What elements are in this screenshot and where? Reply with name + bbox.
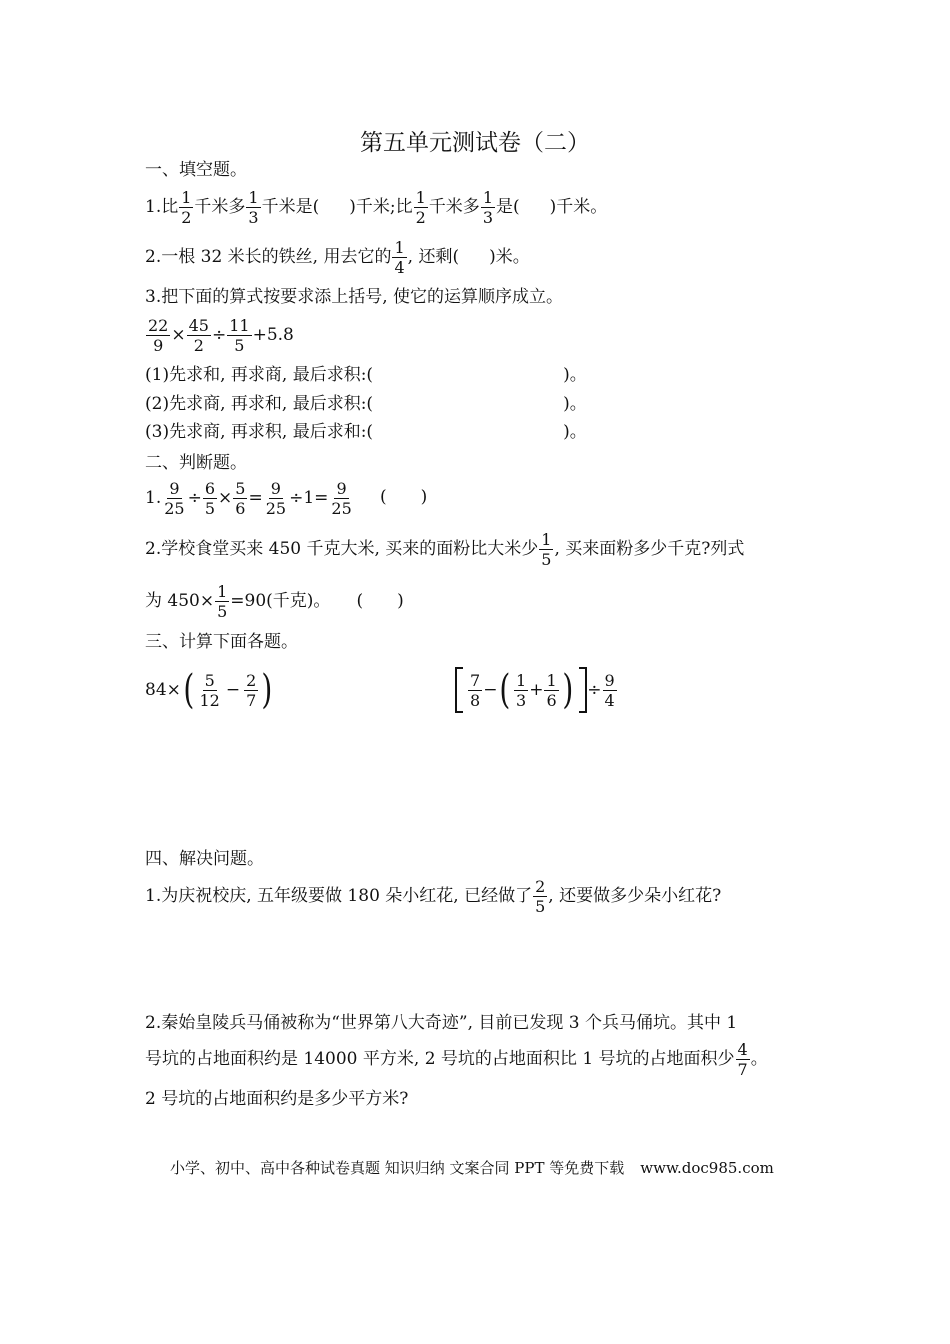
fraction: [146, 316, 170, 355]
fraction: [514, 671, 528, 710]
expression-tail: +5.8: [252, 325, 294, 345]
section1-q3-text: 3.把下面的算式按要求添上括号, 使它的运算顺序成立。: [145, 287, 564, 307]
section2-heading: 二、判断题。: [145, 453, 247, 473]
q3-sub-item: [145, 422, 587, 442]
fraction: [329, 479, 353, 518]
fraction-denominator: 6: [235, 498, 246, 518]
q1-prefix: 1.: [145, 488, 162, 508]
fraction-numerator: 2: [246, 670, 257, 690]
operator: ÷1=: [289, 488, 329, 508]
fraction: [162, 479, 186, 518]
calc-expression-2: [455, 666, 618, 714]
calc-expression-1: [145, 666, 275, 714]
fraction-numerator: 1: [248, 187, 259, 207]
fraction-denominator: 6: [546, 690, 557, 710]
q1-prefix: 1.比: [145, 197, 179, 217]
fraction-denominator: 5: [535, 896, 546, 916]
sub-item-end: )。: [563, 365, 587, 385]
fraction-denominator: 3: [482, 207, 493, 227]
fraction-numerator: 1: [415, 187, 426, 207]
operator: −: [483, 680, 498, 700]
q1-text: )千米;比: [349, 197, 413, 217]
paren-close: ): [420, 487, 428, 507]
fraction-denominator: 5: [217, 601, 228, 621]
fraction: [198, 671, 222, 710]
fraction-numerator: 11: [229, 315, 250, 335]
q2-text: 号坑的占地面积约是 14000 平方米, 2 号坑的占地面积比 1 号坑的占地面积少: [145, 1049, 735, 1069]
q3-sub-item: [145, 365, 587, 385]
fraction: [215, 582, 229, 621]
operator: +: [529, 680, 544, 700]
paren-open: (: [380, 487, 387, 507]
q2-text: 。: [750, 1049, 768, 1069]
fraction-numerator: 45: [188, 315, 209, 335]
fraction: [179, 188, 193, 227]
fraction-numerator: 5: [235, 478, 246, 498]
fraction: [603, 671, 617, 710]
fraction: [203, 479, 217, 518]
operator: ÷: [587, 680, 602, 700]
q2-text: , 买来面粉多少千克?列式: [554, 539, 745, 559]
q2-text: , 还剩(: [407, 247, 460, 267]
section4-q2-line1: 2.秦始皇陵兵马俑被称为“世界第八大奇迹”, 目前已发现 3 个兵马俑坑。其中 1: [145, 1013, 738, 1033]
fraction-numerator: 22: [148, 315, 169, 335]
footer-link[interactable]: www.doc985.com: [640, 1159, 774, 1177]
fraction-denominator: 7: [246, 690, 257, 710]
operator: −: [225, 680, 241, 700]
sub-item-end: )。: [563, 422, 587, 442]
footer: [170, 1158, 774, 1178]
fraction-numerator: 4: [737, 1039, 748, 1059]
paren-open[interactable]: (: [356, 591, 364, 611]
fraction-denominator: 2: [193, 335, 204, 355]
left-bracket: [455, 667, 463, 713]
q3-sub-item: [145, 394, 587, 414]
right-paren: ): [562, 667, 573, 713]
fraction-denominator: 25: [164, 498, 185, 518]
section4-q2-line2: [145, 1038, 768, 1080]
fraction: [227, 316, 251, 355]
fraction-denominator: 25: [331, 498, 352, 518]
operator: ÷: [211, 325, 227, 345]
right-paren: ): [261, 667, 273, 713]
right-bracket: [579, 667, 587, 713]
fraction: [392, 238, 406, 277]
section3-heading: 三、计算下面各题。: [145, 632, 298, 652]
fraction-numerator: 1: [516, 670, 527, 690]
q1-text: 千米多: [428, 197, 480, 217]
q1-text: 是(: [496, 197, 520, 217]
judge-answer-box[interactable]: [380, 487, 427, 507]
fraction-numerator: 1: [482, 187, 493, 207]
fraction-denominator: 5: [234, 335, 245, 355]
fraction: [481, 188, 495, 227]
fraction-denominator: 5: [541, 549, 552, 569]
q1-text: , 还要做多少朵小红花?: [548, 886, 722, 906]
fraction-denominator: 3: [248, 207, 259, 227]
fraction-numerator: 1: [541, 529, 552, 549]
fraction-numerator: 1: [217, 581, 228, 601]
q2-prefix: 2.一根 32 米长的铁丝, 用去它的: [145, 247, 392, 267]
fraction-denominator: 5: [204, 498, 216, 518]
fraction: [539, 530, 553, 569]
fraction-numerator: 9: [604, 670, 615, 690]
section2-q1: [145, 477, 355, 519]
fraction-denominator: 4: [604, 690, 615, 710]
fraction-numerator: 9: [270, 478, 281, 498]
fraction-numerator: 1: [181, 187, 192, 207]
section4-q2-line3: 2 号坑的占地面积约是多少平方米?: [145, 1089, 409, 1109]
left-paren: (: [499, 667, 511, 713]
section1-q1: [145, 186, 607, 228]
fraction-denominator: 3: [516, 690, 527, 710]
sub-item-end: )。: [563, 394, 587, 414]
fraction-numerator: 1: [546, 670, 557, 690]
section2-q2-line1: [145, 528, 744, 570]
fraction-numerator: 2: [535, 876, 546, 896]
paren-close[interactable]: ): [397, 591, 404, 611]
section4-heading: 四、解决问题。: [145, 849, 264, 869]
q2-text: 为 450×: [145, 591, 215, 611]
footer-text: 小学、初中、高中各种试卷真题 知识归纳 文案合同 PPT 等免费下载: [170, 1159, 625, 1177]
expression-prefix: 84×: [145, 680, 181, 700]
fraction: [414, 188, 428, 227]
q2-text: )米。: [489, 247, 530, 267]
section4-q1: [145, 875, 721, 917]
section1-heading: 一、填空题。: [145, 160, 247, 180]
fraction-numerator: 6: [204, 478, 216, 498]
fraction-numerator: 5: [204, 670, 215, 690]
fraction-denominator: 9: [153, 335, 164, 355]
operator: ÷: [187, 488, 202, 508]
sub-item-text: (3)先求商, 再求积, 最后求和:(: [145, 422, 374, 442]
fraction-numerator: 9: [169, 478, 180, 498]
q1-text: 千米是(: [261, 197, 320, 217]
fraction-denominator: 2: [415, 207, 426, 227]
left-paren: (: [183, 667, 195, 713]
fraction-denominator: 2: [181, 207, 192, 227]
fraction-denominator: 7: [737, 1059, 748, 1079]
operator: =: [248, 488, 263, 508]
section1-q2: [145, 236, 530, 278]
sub-item-text: (2)先求商, 再求和, 最后求积:(: [145, 394, 374, 414]
q1-text: 千米多: [194, 197, 246, 217]
fraction: [187, 316, 211, 355]
fraction: [233, 479, 247, 518]
fraction-numerator: 9: [336, 478, 347, 498]
fraction: [264, 479, 288, 518]
fraction-denominator: 12: [199, 690, 220, 710]
sub-item-text: (1)先求和, 再求商, 最后求积:(: [145, 365, 374, 385]
operator: ×: [171, 325, 186, 345]
fraction-numerator: 1: [394, 237, 405, 257]
fraction: [246, 188, 260, 227]
fraction: [468, 671, 482, 710]
section2-q2-line2: [145, 580, 404, 622]
q1-text: )千米。: [549, 197, 608, 217]
operator: ×: [218, 488, 233, 508]
q1-text: 1.为庆祝校庆, 五年级要做 180 朵小红花, 已经做了: [145, 886, 533, 906]
fraction: [244, 671, 258, 710]
fraction: [544, 671, 558, 710]
fraction: [533, 877, 547, 916]
fraction-denominator: 25: [265, 498, 287, 518]
fraction-denominator: 4: [394, 257, 405, 277]
fraction: [736, 1040, 750, 1079]
section1-q3-expression: [145, 314, 294, 356]
fraction-denominator: 8: [470, 690, 481, 710]
q2-text: =90(千克)。: [230, 591, 331, 611]
q2-text: 2.学校食堂买来 450 千克大米, 买来的面粉比大米少: [145, 539, 539, 559]
page-title: 第五单元测试卷（二）: [360, 130, 590, 156]
fraction-numerator: 7: [470, 670, 481, 690]
